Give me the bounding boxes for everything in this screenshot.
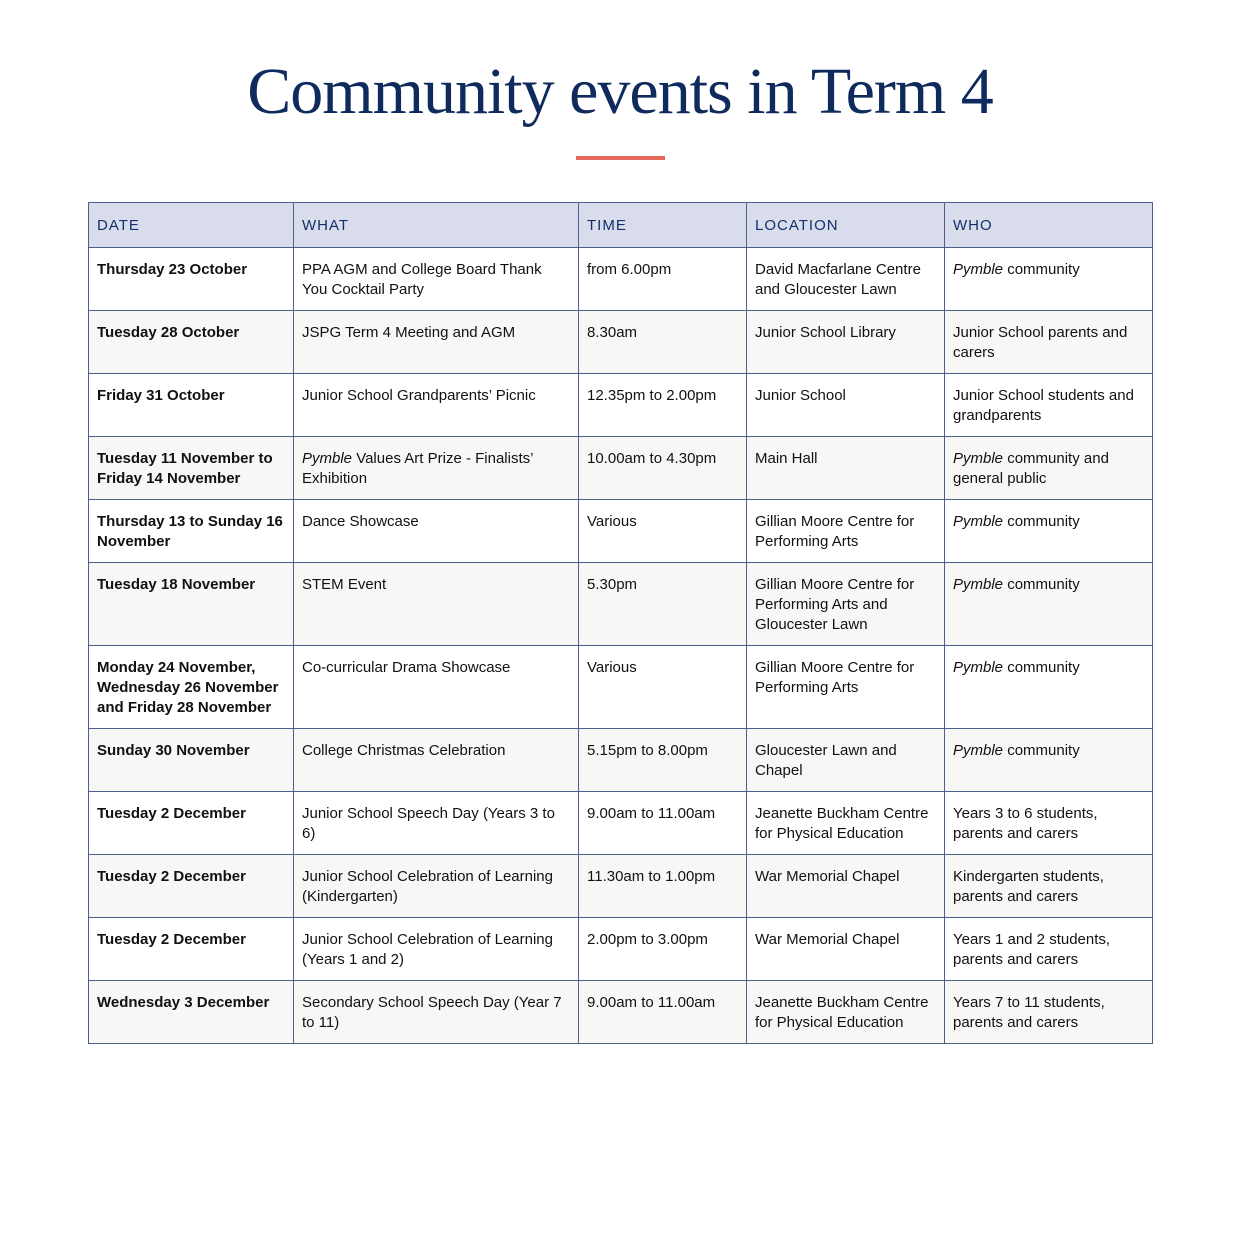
event-who: Kindergarten students, parents and carers	[945, 855, 1153, 918]
event-date: Thursday 23 October	[89, 248, 294, 311]
event-who-text: community	[1003, 742, 1080, 759]
event-time: Various	[579, 500, 747, 563]
table-row	[89, 500, 1153, 563]
page-title: Community events in Term 4	[247, 55, 993, 128]
event-location: Gloucester Lawn and Chapel	[747, 729, 945, 792]
event-location: Main Hall	[747, 437, 945, 500]
column-header-what: WHAT	[294, 203, 579, 248]
event-what: Junior School Speech Day (Years 3 to 6)	[294, 792, 579, 855]
table-row	[89, 248, 1153, 311]
event-what: College Christmas Celebration	[294, 729, 579, 792]
event-who	[945, 248, 1153, 311]
event-date: Tuesday 11 November to Friday 14 November	[89, 437, 294, 500]
table-row	[89, 918, 1153, 981]
event-date: Tuesday 2 December	[89, 792, 294, 855]
events-table	[88, 202, 1153, 1044]
event-time: 8.30am	[579, 311, 747, 374]
event-who	[945, 563, 1153, 646]
event-what: Co-curricular Drama Showcase	[294, 646, 579, 729]
table-row	[89, 729, 1153, 792]
event-who-text: community	[1003, 659, 1080, 676]
event-date: Tuesday 2 December	[89, 855, 294, 918]
event-time: 5.15pm to 8.00pm	[579, 729, 747, 792]
event-location: Junior School	[747, 374, 945, 437]
event-what: JSPG Term 4 Meeting and AGM	[294, 311, 579, 374]
table-row	[89, 981, 1153, 1044]
event-who	[945, 437, 1153, 500]
school-name-italic: Pymble	[953, 742, 1004, 759]
event-who-text: community and general public	[953, 450, 1109, 487]
event-who: Junior School students and grandparents	[945, 374, 1153, 437]
event-what: Secondary School Speech Day (Year 7 to 11)	[294, 981, 579, 1044]
table-header-row	[89, 203, 1153, 248]
event-what	[294, 437, 579, 500]
event-time: 11.30am to 1.00pm	[579, 855, 747, 918]
event-who: Years 1 and 2 students, parents and carers	[945, 918, 1153, 981]
column-header-time: TIME	[579, 203, 747, 248]
event-what: Junior School Celebration of Learning (Kindergarten)	[294, 855, 579, 918]
event-location: Jeanette Buckham Centre for Physical Education	[747, 792, 945, 855]
event-date: Tuesday 28 October	[89, 311, 294, 374]
event-location: Junior School Library	[747, 311, 945, 374]
event-time: 9.00am to 11.00am	[579, 792, 747, 855]
event-who	[945, 500, 1153, 563]
event-time: 10.00am to 4.30pm	[579, 437, 747, 500]
event-what: STEM Event	[294, 563, 579, 646]
event-location: Gillian Moore Centre for Performing Arts	[747, 500, 945, 563]
school-name-italic: Pymble	[953, 450, 1004, 467]
event-location: David Macfarlane Centre and Gloucester Lawn	[747, 248, 945, 311]
event-date: Sunday 30 November	[89, 729, 294, 792]
event-date: Thursday 13 to Sunday 16 November	[89, 500, 294, 563]
event-time: 12.35pm to 2.00pm	[579, 374, 747, 437]
event-who-text: community	[1003, 513, 1080, 530]
event-who	[945, 729, 1153, 792]
table-row	[89, 437, 1153, 500]
event-what: PPA AGM and College Board Thank You Cocktail Party	[294, 248, 579, 311]
event-time: Various	[579, 646, 747, 729]
school-name-italic: Pymble	[953, 659, 1004, 676]
event-what: Dance Showcase	[294, 500, 579, 563]
school-name-italic: Pymble	[302, 450, 353, 467]
event-date: Wednesday 3 December	[89, 981, 294, 1044]
event-what: Junior School Grandparents’ Picnic	[294, 374, 579, 437]
event-location: Gillian Moore Centre for Performing Arts	[747, 646, 945, 729]
column-header-location: LOCATION	[747, 203, 945, 248]
event-location: War Memorial Chapel	[747, 855, 945, 918]
table-row	[89, 563, 1153, 646]
table-row	[89, 792, 1153, 855]
event-time: 2.00pm to 3.00pm	[579, 918, 747, 981]
event-who: Junior School parents and carers	[945, 311, 1153, 374]
event-what: Junior School Celebration of Learning (Years 1 and 2)	[294, 918, 579, 981]
event-date: Friday 31 October	[89, 374, 294, 437]
event-time: 5.30pm	[579, 563, 747, 646]
event-who-text: community	[1003, 261, 1080, 278]
event-date: Tuesday 18 November	[89, 563, 294, 646]
event-location: Jeanette Buckham Centre for Physical Education	[747, 981, 945, 1044]
table-row	[89, 374, 1153, 437]
title-underline-divider	[576, 156, 665, 160]
table-row	[89, 311, 1153, 374]
event-location: Gillian Moore Centre for Performing Arts and Gloucester Lawn	[747, 563, 945, 646]
event-time: 9.00am to 11.00am	[579, 981, 747, 1044]
event-who: Years 7 to 11 students, parents and carers	[945, 981, 1153, 1044]
event-what-text: Values Art Prize - Finalists’ Exhibition	[302, 450, 533, 487]
event-date: Monday 24 November, Wednesday 26 November and Friday 28 November	[89, 646, 294, 729]
school-name-italic: Pymble	[953, 576, 1004, 593]
event-time: from 6.00pm	[579, 248, 747, 311]
event-who	[945, 646, 1153, 729]
event-location: War Memorial Chapel	[747, 918, 945, 981]
event-who-text: community	[1003, 576, 1080, 593]
school-name-italic: Pymble	[953, 261, 1004, 278]
column-header-date: DATE	[89, 203, 294, 248]
table-row	[89, 855, 1153, 918]
column-header-who: WHO	[945, 203, 1153, 248]
table-row	[89, 646, 1153, 729]
event-who: Years 3 to 6 students, parents and carers	[945, 792, 1153, 855]
event-date: Tuesday 2 December	[89, 918, 294, 981]
school-name-italic: Pymble	[953, 513, 1004, 530]
